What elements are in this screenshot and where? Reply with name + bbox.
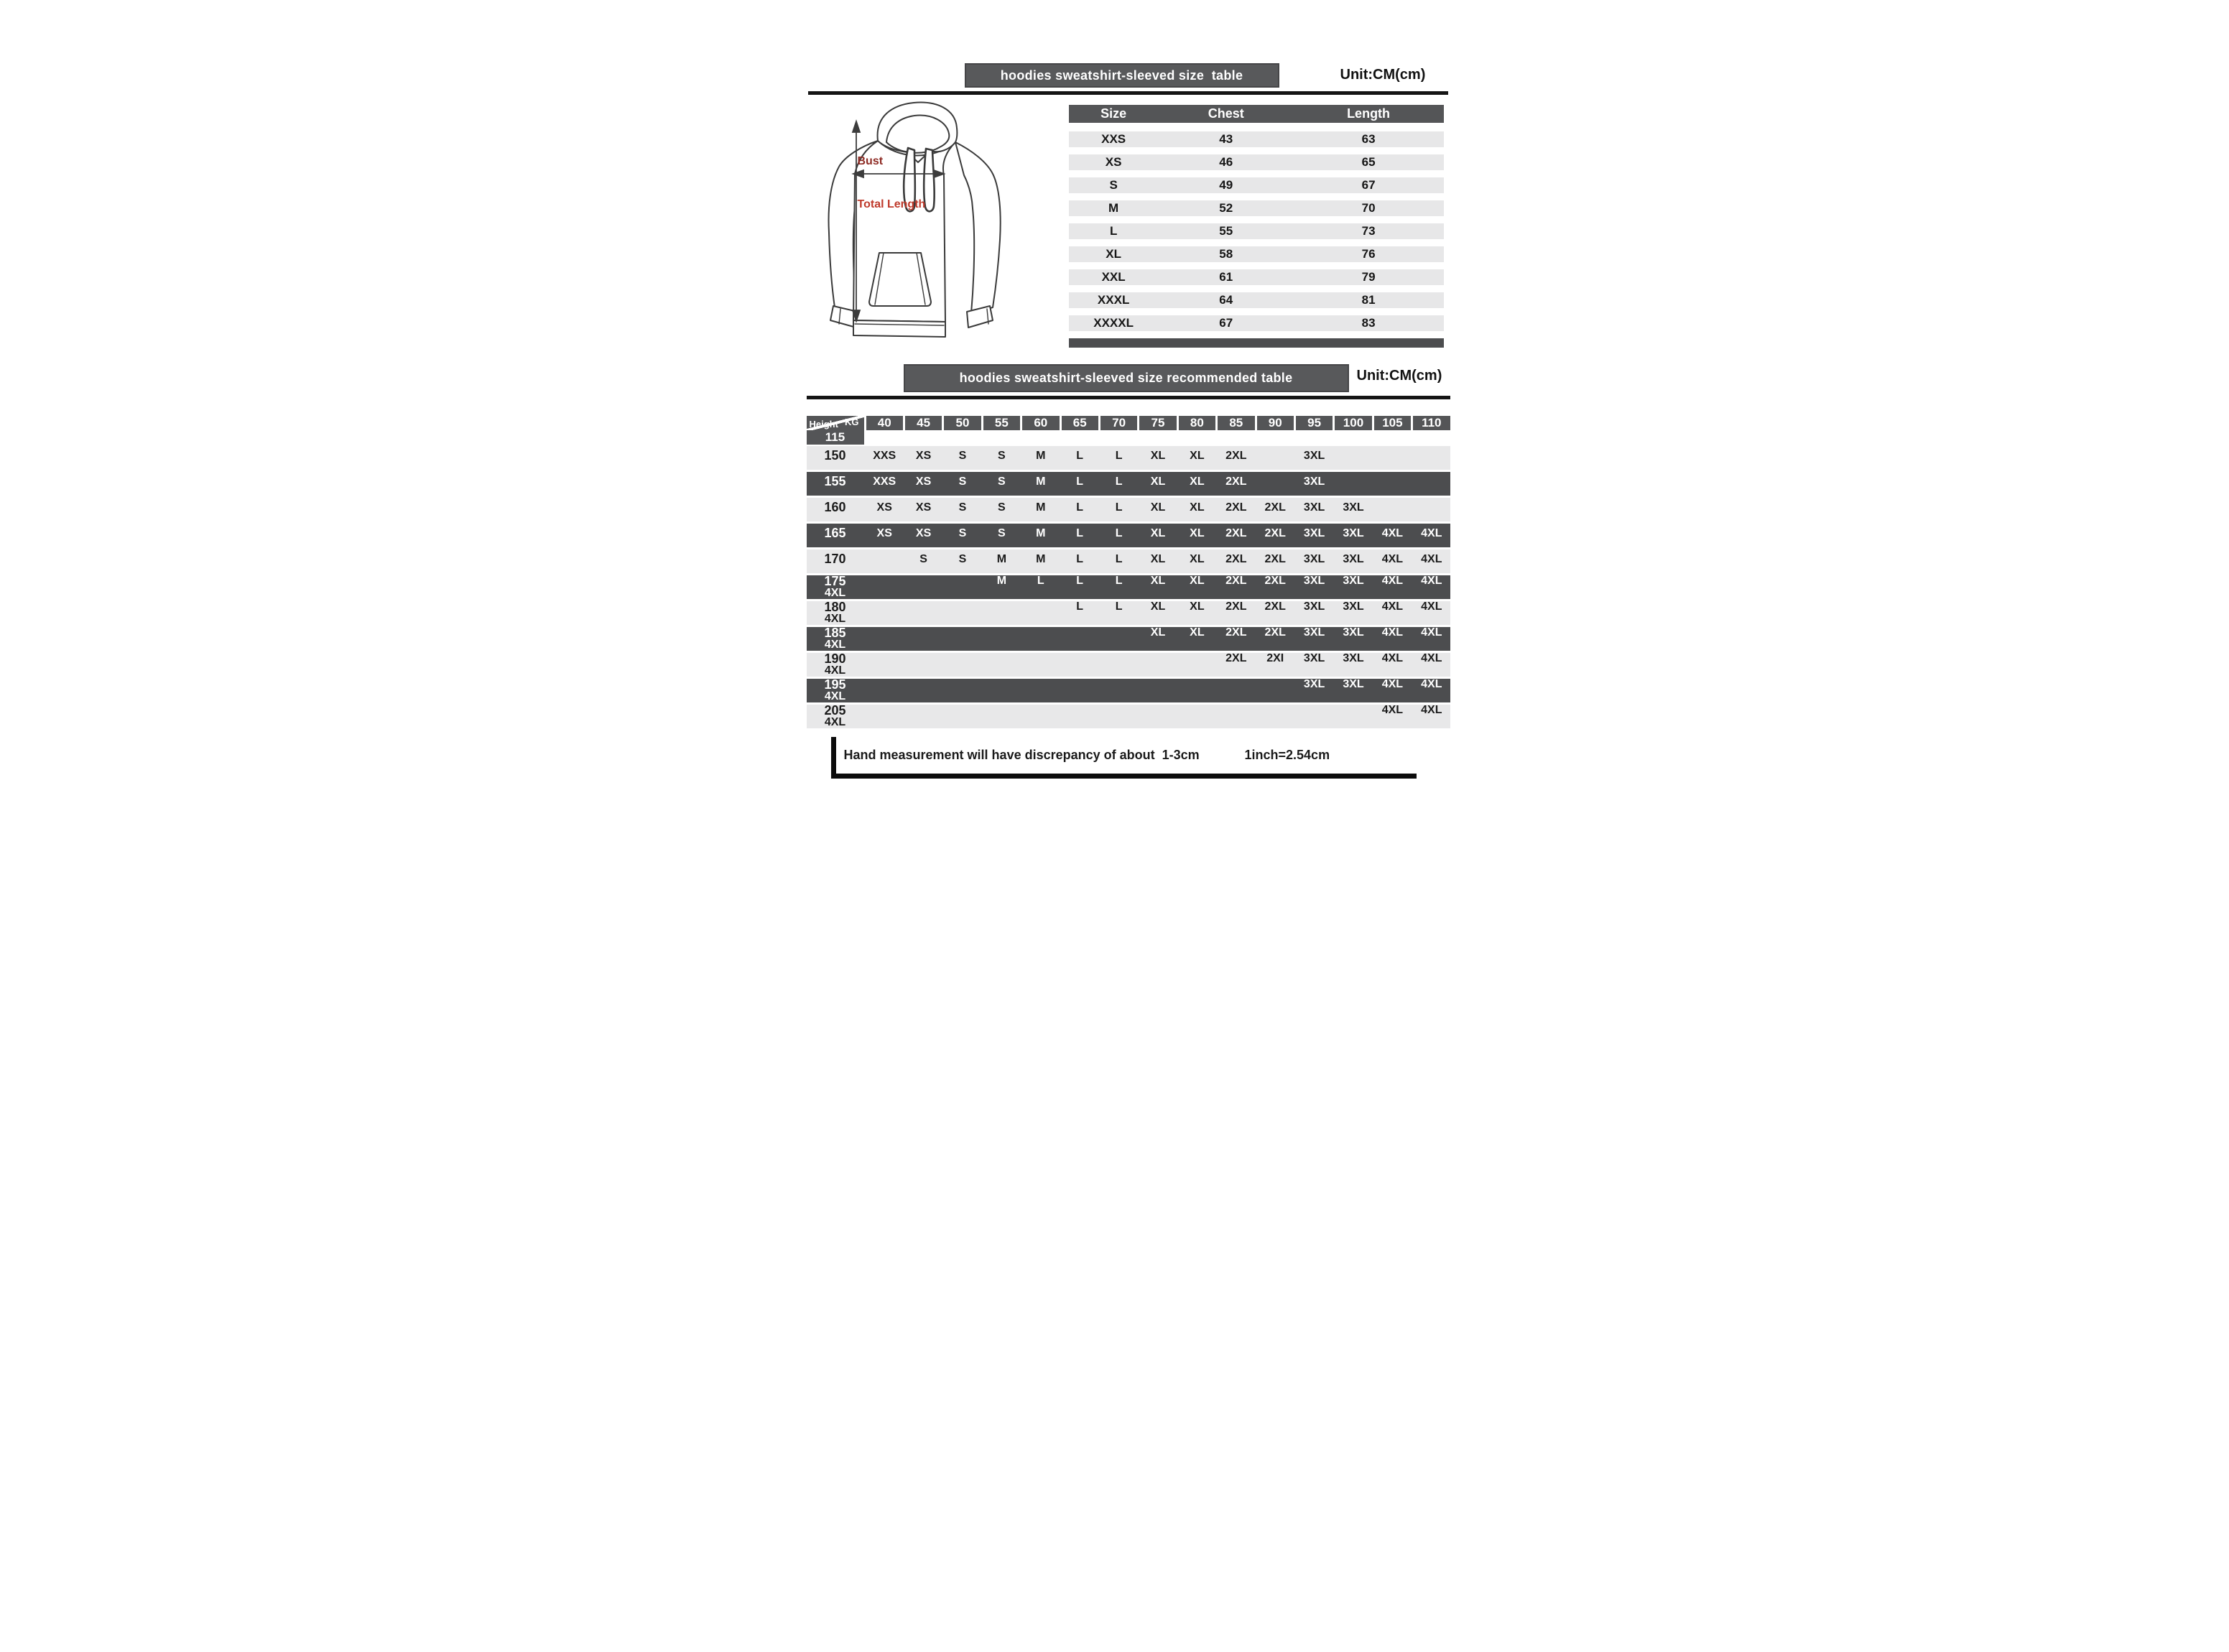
size-cell: L xyxy=(1115,526,1123,539)
size-value: XL xyxy=(1106,247,1121,261)
matrix-row xyxy=(807,472,1450,496)
size-cell: L xyxy=(1115,600,1123,613)
size-cell: 3XL xyxy=(1303,652,1325,665)
matrix-row xyxy=(807,601,1450,625)
length-value: 83 xyxy=(1361,316,1376,330)
size-cell: 4XL xyxy=(1421,652,1442,665)
size-cell: 3XL xyxy=(1303,552,1325,565)
size-cell: XS xyxy=(876,526,892,539)
size-cell: S xyxy=(998,526,1006,539)
matrix-row xyxy=(807,627,1450,651)
size-table-row xyxy=(1069,269,1444,285)
weight-header-cell: 45 xyxy=(905,416,942,430)
height-label: 160 xyxy=(824,500,846,514)
size-cell: 3XL xyxy=(1343,526,1364,539)
size-cell: 3XL xyxy=(1303,449,1325,462)
size-cell: 2XL xyxy=(1264,552,1286,565)
size-cell: S xyxy=(998,449,1006,462)
chest-value: 52 xyxy=(1219,201,1233,215)
size-cell: S xyxy=(958,552,967,565)
size-table-title: hoodies sweatshirt-sleeved size table xyxy=(1000,68,1243,83)
size-cell: L xyxy=(1076,575,1084,588)
size-cell: 4XL xyxy=(1421,678,1442,691)
size-cell: 4XL xyxy=(1381,652,1404,665)
size-table-row xyxy=(1069,131,1444,147)
matrix-corner-cell xyxy=(807,416,864,430)
matrix-row xyxy=(807,549,1450,573)
height-label: 205 xyxy=(824,702,846,718)
size-cell: 2XL xyxy=(1225,501,1247,514)
size-cell: 4XL xyxy=(1381,575,1404,588)
chest-value: 46 xyxy=(1219,155,1233,169)
size-table-title-bar xyxy=(965,63,1279,88)
height-label: 175 xyxy=(824,573,846,588)
size-cell: M xyxy=(1036,552,1046,565)
size-measurement-table xyxy=(1069,105,1444,348)
size-cell: 3XL xyxy=(1303,575,1325,588)
size-value: XXXXL xyxy=(1093,316,1134,330)
size-cell: 4XL xyxy=(1421,526,1442,539)
size-cell: XL xyxy=(1150,552,1166,565)
column-header-size: Size xyxy=(1100,106,1127,121)
hoodie-right-cuff xyxy=(967,306,993,328)
size-cell: XXS xyxy=(873,449,896,462)
weight-header-cell: 65 xyxy=(1062,416,1098,430)
size-cell: 4XL xyxy=(824,612,846,625)
matrix-row xyxy=(807,679,1450,702)
size-cell: L xyxy=(1076,600,1084,613)
size-cell: 3XL xyxy=(1343,600,1364,613)
size-cell: 2XL xyxy=(1264,526,1286,539)
size-cell: L xyxy=(1115,575,1123,588)
size-cell: XL xyxy=(1150,626,1166,639)
size-cell: M xyxy=(996,575,1007,588)
length-value: 81 xyxy=(1361,293,1376,307)
length-value: 70 xyxy=(1361,201,1376,215)
size-cell: 4XL xyxy=(824,664,846,677)
size-cell: XL xyxy=(1150,501,1166,514)
size-cell: XL xyxy=(1150,475,1166,488)
height-label: 150 xyxy=(824,448,846,463)
size-cell: M xyxy=(1036,475,1046,488)
chest-value: 67 xyxy=(1219,316,1233,330)
size-cell: XL xyxy=(1150,600,1166,613)
matrix-row xyxy=(807,653,1450,677)
size-cell: M xyxy=(1036,526,1046,539)
size-table-row xyxy=(1069,154,1444,170)
hoodie-pocket xyxy=(869,253,931,306)
chest-value: 61 xyxy=(1219,270,1233,284)
weight-header-cell: 115 xyxy=(807,430,864,445)
inch-conversion-note: 1inch=2.54cm xyxy=(1244,748,1330,762)
height-label: 180 xyxy=(824,599,846,614)
size-cell: 4XL xyxy=(1381,526,1404,539)
size-cell: S xyxy=(958,501,967,514)
weight-header-cell: 60 xyxy=(1022,416,1059,430)
size-cell: 2XL xyxy=(1225,575,1247,588)
size-cell: XL xyxy=(1150,575,1166,588)
height-label: 195 xyxy=(824,677,846,692)
size-cell: S xyxy=(919,552,927,565)
size-cell: 2XL xyxy=(1264,501,1286,514)
height-label: 170 xyxy=(824,552,846,566)
corner-kg-label: KG xyxy=(845,417,859,427)
size-table-row xyxy=(1069,246,1444,262)
size-cell: L xyxy=(1076,475,1084,488)
size-cell: 4XL xyxy=(824,690,846,702)
size-cell: M xyxy=(1036,501,1046,514)
total-length-label: Total Length xyxy=(857,198,926,210)
length-value: 65 xyxy=(1361,155,1376,169)
hoodie-hem xyxy=(853,320,945,337)
size-cell: 3XL xyxy=(1343,652,1364,665)
height-label: 155 xyxy=(824,474,846,488)
size-cell: L xyxy=(1076,449,1084,462)
size-cell: L xyxy=(1115,449,1123,462)
weight-header-cell: 90 xyxy=(1257,416,1294,430)
size-table-row xyxy=(1069,200,1444,216)
matrix-row xyxy=(807,498,1450,521)
size-cell: 4XL xyxy=(824,586,846,599)
height-label: 165 xyxy=(824,526,846,540)
size-cell: XL xyxy=(1150,526,1166,539)
size-cell: S xyxy=(998,501,1006,514)
column-header-chest: Chest xyxy=(1208,106,1244,121)
weight-header-cell: 95 xyxy=(1296,416,1333,430)
size-cell: L xyxy=(1076,552,1084,565)
size-cell: 2XL xyxy=(1225,552,1247,565)
size-cell: L xyxy=(1037,575,1044,588)
bust-label: Bust xyxy=(857,155,884,167)
hoodie-measurement-diagram xyxy=(823,99,1060,361)
size-value: XS xyxy=(1105,155,1122,169)
matrix-row xyxy=(807,446,1450,470)
size-cell: XS xyxy=(876,501,892,514)
hoodie-line-drawing xyxy=(823,99,1060,361)
chest-value: 55 xyxy=(1219,224,1233,238)
size-cell: XS xyxy=(915,449,932,462)
weight-header-cell: 40 xyxy=(866,416,903,430)
recommended-table-title: hoodies sweatshirt-sleeved size recommended table xyxy=(959,371,1293,385)
matrix-header-row xyxy=(807,416,1450,442)
size-cell: 2XL xyxy=(1225,652,1247,665)
weight-header-cell: 80 xyxy=(1179,416,1215,430)
size-cell: 4XL xyxy=(1381,552,1404,565)
size-table-row xyxy=(1069,223,1444,239)
matrix-row xyxy=(807,702,1450,728)
weight-header-cell: 55 xyxy=(983,416,1020,430)
hoodie-right-sleeve xyxy=(955,142,1001,313)
size-cell: 4XL xyxy=(1421,704,1442,717)
size-cell: XL xyxy=(1190,600,1205,613)
size-table-row xyxy=(1069,315,1444,331)
weight-header-cell: 105 xyxy=(1374,416,1411,430)
size-cell: S xyxy=(958,475,967,488)
size-cell: 3XL xyxy=(1343,626,1364,639)
size-cell: 4XL xyxy=(1421,575,1442,588)
size-cell: 3XL xyxy=(1303,526,1325,539)
size-cell: XL xyxy=(1190,449,1205,462)
weight-header-cell: 85 xyxy=(1218,416,1254,430)
chest-value: 49 xyxy=(1219,178,1233,192)
size-cell: 2XI xyxy=(1266,652,1284,665)
measurement-note: Hand measurement will have discrepancy of about 1-3cm xyxy=(843,748,1200,762)
size-cell: XL xyxy=(1190,626,1205,639)
size-cell: 2XL xyxy=(1264,600,1286,613)
size-cell: 4XL xyxy=(1421,600,1442,613)
size-cell: 4XL xyxy=(1381,704,1404,717)
size-cell: L xyxy=(1115,501,1123,514)
size-cell: 3XL xyxy=(1303,626,1325,639)
size-cell: 3XL xyxy=(1303,475,1325,488)
size-cell: L xyxy=(1076,501,1084,514)
corner-height-label: Height xyxy=(809,419,838,430)
length-value: 79 xyxy=(1361,270,1376,284)
size-table-row xyxy=(1069,177,1444,193)
unit-label-1: Unit:CM(cm) xyxy=(1340,67,1426,83)
size-value: XXS xyxy=(1101,132,1126,146)
matrix-row xyxy=(807,524,1450,547)
size-chart-page xyxy=(557,0,1672,826)
weight-header-cell: 75 xyxy=(1139,416,1176,430)
size-cell: S xyxy=(958,526,967,539)
size-cell: 4XL xyxy=(824,638,846,651)
weight-header-cell: 100 xyxy=(1335,416,1371,430)
size-cell: 3XL xyxy=(1303,501,1325,514)
height-label: 190 xyxy=(824,651,846,666)
size-cell: 2XL xyxy=(1225,600,1247,613)
size-cell: 2XL xyxy=(1225,449,1247,462)
size-cell: XL xyxy=(1190,526,1205,539)
note-left-bar xyxy=(831,737,836,779)
size-cell: M xyxy=(996,552,1007,565)
size-cell: XS xyxy=(915,526,932,539)
matrix-row xyxy=(807,575,1450,599)
length-value: 63 xyxy=(1361,132,1376,146)
size-cell: L xyxy=(1076,526,1084,539)
size-cell: S xyxy=(998,475,1006,488)
size-cell: 4XL xyxy=(824,715,846,728)
weight-header-cell: 50 xyxy=(944,416,981,430)
size-cell: 3XL xyxy=(1303,678,1325,691)
size-cell: XL xyxy=(1190,475,1205,488)
size-value: L xyxy=(1109,224,1118,238)
size-cell: 3XL xyxy=(1303,600,1325,613)
length-value: 67 xyxy=(1361,178,1376,192)
unit-label-2: Unit:CM(cm) xyxy=(1356,368,1442,384)
size-cell: XXS xyxy=(873,475,896,488)
size-cell: 2XL xyxy=(1225,526,1247,539)
size-cell: 3XL xyxy=(1343,552,1364,565)
size-cell: M xyxy=(1036,449,1046,462)
size-cell: XS xyxy=(915,501,932,514)
size-table-bottom-bar xyxy=(1069,338,1444,348)
size-cell: XL xyxy=(1150,449,1166,462)
size-cell: 2XL xyxy=(1225,626,1247,639)
chest-value: 43 xyxy=(1219,132,1233,146)
size-table-row xyxy=(1069,292,1444,308)
size-cell: 2XL xyxy=(1264,626,1286,639)
size-cell: XL xyxy=(1190,501,1205,514)
weight-header-cell: 70 xyxy=(1100,416,1137,430)
size-value: XXXL xyxy=(1097,293,1130,307)
column-header-length: Length xyxy=(1347,106,1391,121)
size-cell: 4XL xyxy=(1381,626,1404,639)
size-cell: 4XL xyxy=(1381,678,1404,691)
size-cell: 3XL xyxy=(1343,501,1364,514)
divider-line-2 xyxy=(807,396,1450,399)
size-cell: 2XL xyxy=(1264,575,1286,588)
chest-value: 58 xyxy=(1219,247,1233,261)
size-cell: 3XL xyxy=(1343,678,1364,691)
size-cell: 2XL xyxy=(1225,475,1247,488)
length-value: 73 xyxy=(1361,224,1376,238)
size-cell: S xyxy=(958,449,967,462)
size-cell: 3XL xyxy=(1343,575,1364,588)
note-underline xyxy=(831,774,1417,779)
size-cell: L xyxy=(1115,475,1123,488)
size-value: XXL xyxy=(1101,270,1126,284)
size-cell: XL xyxy=(1190,552,1205,565)
size-cell: 4XL xyxy=(1381,600,1404,613)
recommended-table-title-bar xyxy=(904,364,1349,392)
size-cell: 4XL xyxy=(1421,552,1442,565)
size-cell: XL xyxy=(1190,575,1205,588)
recommended-size-matrix xyxy=(807,416,1450,730)
weight-header-cell: 110 xyxy=(1413,416,1450,430)
divider-line-1 xyxy=(808,91,1448,95)
size-cell: L xyxy=(1115,552,1123,565)
size-value: S xyxy=(1109,178,1118,192)
size-value: M xyxy=(1108,201,1119,215)
height-label: 185 xyxy=(824,625,846,640)
size-cell: 4XL xyxy=(1421,626,1442,639)
matrix-body xyxy=(807,446,1450,728)
size-table-body xyxy=(1069,131,1444,331)
size-cell: XS xyxy=(915,475,932,488)
size-table-header xyxy=(1069,105,1444,123)
chest-value: 64 xyxy=(1219,293,1233,307)
length-value: 76 xyxy=(1361,247,1376,261)
